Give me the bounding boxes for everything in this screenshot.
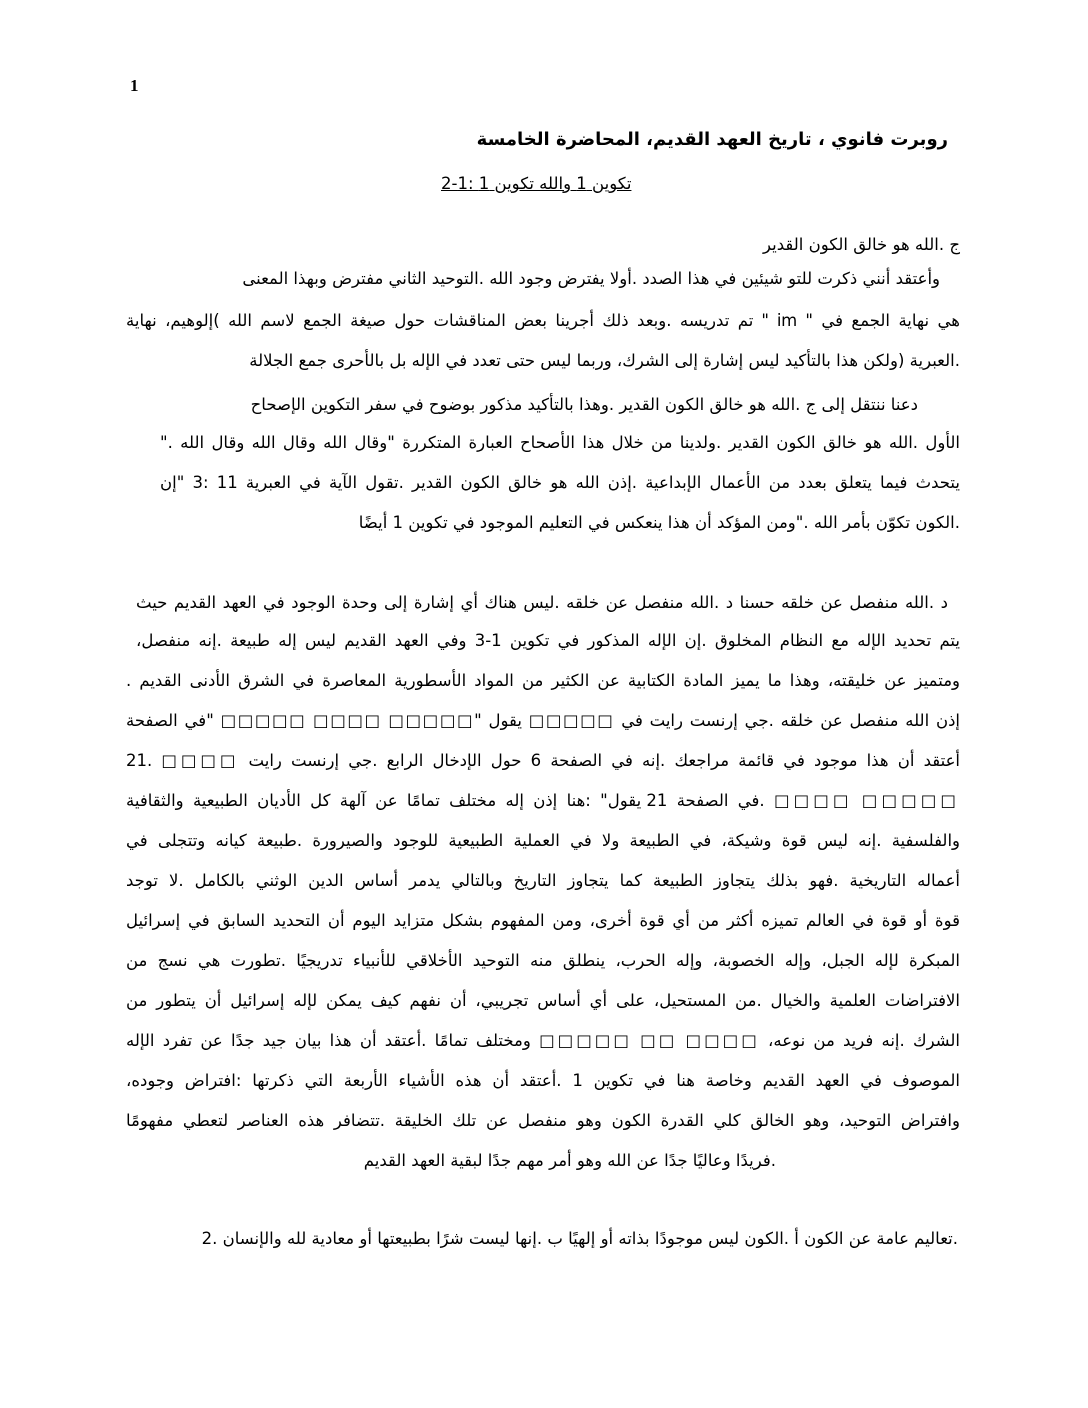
paragraph-line: يتحدث فيما يتعلق بعدد من الأعمال الإبداعية .إذن الله هو خالق الكون القدير .تقول الآية في العبرية 11 :3 "إن	[160, 473, 960, 492]
paragraph-line: قوة أو قوة في العالم تميزه أكثر من أي قوة أخرى، ومن المفهوم بشكل متزايد اليوم أن التحديد السابق في إسرائيل	[126, 911, 960, 930]
paragraph-line: د .الله منفصل عن خلقه حسنا د .الله منفصل عن خلقه .ليس هناك أي إشارة إلى وحدة الوجود في العهد القديم حيث	[136, 593, 948, 612]
paragraph-line: المبكرة لإله الجبل، وإله الخصوبة، وإله الحرب، ينطلق منه التوحيد الأخلاقي للأنبياء تدريجيًا .تطورت هي نسج من	[126, 951, 960, 970]
paragraph-line: الافتراضات العلمية والخيال .من المستحيل، على أي أساس تجريبي، أن نفهم كيف يمكن لإله إسرائيل أن يتطور من	[126, 991, 960, 1010]
paragraph-line: .العبرية (ولكن هذا بالتأكيد ليس إشارة إلى الشرك، وربما ليس حتى تعدد في الإله بل بالأحرى جمع الجلالة	[249, 351, 960, 370]
paragraph-line: وأعتقد أنني ذكرت للتو شيئين في هذا الصدد .أولا يفترض وجود الله .التوحيد الثاني مفترض وبهذا المعنى	[242, 269, 940, 288]
paragraph-line: وافتراض التوحيد، وهو الخالق كلي القدرة الكون وهو منفصل عن تلك الخليقة .تتضافر هذه العناصر لتعطي مفهومًا	[126, 1111, 960, 1130]
page-number: 1	[130, 76, 139, 95]
paragraph-line: ومتميز عن خليقته، وهذا ما يميز المادة الكتابية عن الكثير من المواد الأسطورية المعاصرة في الشرق الأدنى القديم .	[126, 671, 960, 690]
paragraph-line: الأول .الله هو خالق الكون القدير .ولدينا من خلال هذا الأصحاح العبارة المتكررة "وقال الله وقال الله وقال الله ."	[160, 433, 960, 452]
paragraph-line: □□□□□ □□□□ .في الصفحة 21 يقول" :هنا إذن إله مختلف تمامًا عن آلهة كل الأديان الطبيعية والثقافية	[126, 791, 960, 810]
paragraph-line: يتم تحديد الإله مع النظام المخلوق .إن الإله المذكور في تكوين 1-3 وفي العهد القديم ليس إله طبيعة .إنه منفصل،	[136, 631, 960, 650]
section-heading-c: ج .الله هو خالق الكون القدير	[763, 235, 960, 254]
section-heading-2: .تعاليم عامة عن الكون أ .الكون ليس موجودًا بذاته أو إلهيًا ب .إنها ليست شرًا بطبيعتها أو معادية لله والإنسان .2	[201, 1229, 958, 1248]
paragraph-line: الموصوف في العهد القديم وخاصة هنا في تكوين 1 .أعتقد أن هذه الأشياء الأربعة التي ذكرتها :افتراض وجوده،	[126, 1071, 960, 1090]
paragraph-line: الشرك .إنه فريد من نوعه، □□□□ □□ □□□□□ ومختلف تمامًا .أعتقد أن هذا بيان جيد جدًا عن تفرد الإله	[126, 1031, 960, 1050]
paragraph-line: والفلسفية .إنه ليس قوة وشيكة، في الطبيعة ولا في العملية الطبيعية للوجود والصيرورة .طبيعة كيانه وتتجلى في	[126, 831, 960, 850]
paragraph-line: هي نهاية الجمع في " im " تم تدريسه .وبعد ذلك أجرينا بعض المناقشات حول صيغة الجمع لاسم الله )إلوهيم، نهاية	[126, 311, 960, 330]
document-subtitle: تكوين 1 والله تكوين 1 :1-2	[441, 174, 632, 193]
paragraph-line: .الكون تكوّن بأمر الله ."ومن المؤكد أن هذا ينعكس في التعليم الموجود في تكوين 1 أيضًا	[358, 513, 960, 532]
paragraph-line: أعتقد أن هذا موجود في قائمة مراجعك .إنه في الصفحة 6 حول الإدخال الرابع .جي إرنست رايت □□□□ .21	[126, 751, 960, 770]
document-title: روبرت فانوي ، تاريخ العهد القديم، المحاضرة الخامسة	[476, 129, 948, 150]
paragraph-line: دعنا ننتقل إلى ج .الله هو خالق الكون القدير .وهذا بالتأكيد مذكور بوضوح في سفر التكوين الإصحاح	[250, 395, 918, 414]
paragraph-line: إذن الله منفصل عن خلقه .جي إرنست رايت في □□□□□ يقول "□□□□□ □□□□ □□□□□ "في الصفحة	[126, 711, 960, 730]
paragraph-line: .فريدًا وعاليًا جدًا عن الله وهو أمر مهم جدًا لبقية العهد القديم	[363, 1151, 776, 1170]
paragraph-line: أعماله التاريخية .فهو بذلك يتجاوز الطبيعة كما يتجاوز التاريخ وبالتالي يدمر أساس الدين الوثني بالكامل .لا توجد	[126, 871, 960, 890]
